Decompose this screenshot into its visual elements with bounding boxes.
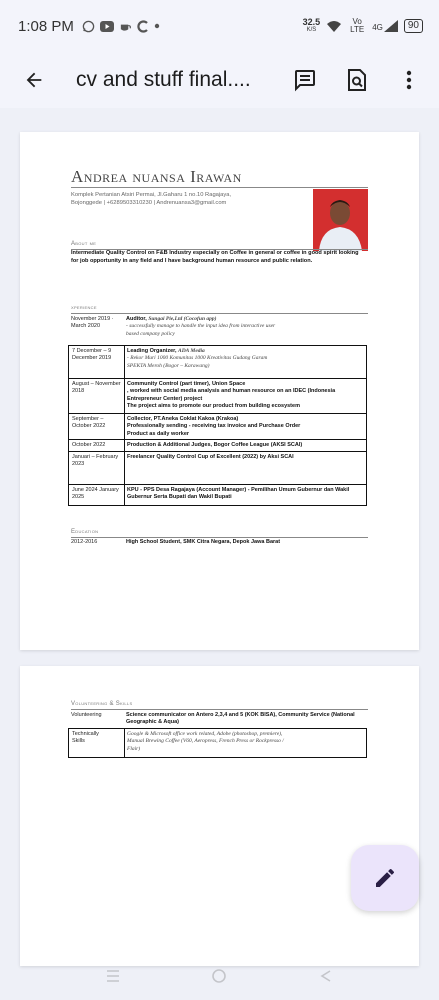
profile-photo (313, 189, 368, 251)
experience-date: 7 December – 9 December 2019 (72, 348, 112, 362)
document-page-1 (20, 132, 419, 650)
coffee-app-icon (119, 20, 132, 33)
contact-line-1: Komplek Pertanian Atsiri Permai, Jl.Gaharu 1 no.10 Ragajaya, (71, 192, 232, 198)
home-icon (211, 968, 227, 984)
volunteering-section-title: Volunteering & Skills (71, 701, 133, 707)
experience-description (127, 454, 365, 461)
skills-line: Manual Brewing Coffee (V60, Aeropress, French Press or Rockpresso / (127, 738, 284, 745)
skills-text (127, 731, 365, 753)
volunteering-label: Volunteering (71, 712, 102, 718)
experience-line: The project aims to promote our product from building ecosystem (127, 403, 300, 410)
experience-description (127, 381, 365, 411)
experience-date: September – October 2022 (72, 416, 106, 430)
experience-date: August – November 2018 (72, 381, 121, 395)
education-section-title: Education (71, 529, 99, 535)
arrow-back-icon (23, 69, 45, 91)
signal-type: 4G (372, 23, 383, 32)
experience-title: Collector, PT.Aneka Coklat Kakoa (Krakoa) (127, 416, 239, 422)
find-in-page-icon (346, 68, 368, 92)
dot-icon (154, 23, 160, 29)
notification-icons (82, 20, 160, 33)
app-bar (0, 52, 439, 108)
skills-label: Technically Skills (72, 731, 99, 745)
experience-title: Freelancer Quality Control Cup of Excellent (2022) by Aksi SCAI (127, 454, 294, 460)
table-divider (124, 379, 125, 413)
experience-org: Sungai Pie,Ltd (Cocofun app) (148, 316, 217, 322)
experience-title: Community Control (part timer), Union Space (127, 381, 246, 387)
whatsapp-icon (82, 20, 95, 33)
experience-line: - Rekor Muri 1000 Komunitas 1000 Kreativitas Gudang Garam (127, 355, 268, 362)
experience-title: Auditor, (126, 316, 147, 322)
signal-icon (384, 20, 398, 32)
comment-icon (293, 68, 317, 92)
education-row (68, 537, 367, 549)
experience-row-6 (68, 451, 367, 485)
experience-row-4 (68, 413, 367, 440)
table-divider (124, 440, 125, 451)
experience-title: KPU - PPS Desa Ragajaya (Account Manager) - Pemilihan Umum Gubernur dan Wakil Gubernur Serta Bupati dan Wakil Bupati (127, 487, 350, 501)
comment-button[interactable] (279, 52, 331, 108)
battery-indicator: 90 (404, 19, 423, 33)
experience-line: Product as daily worker (127, 430, 190, 437)
network-speed: 32.5 (302, 17, 321, 27)
about-section-title: About me (71, 241, 97, 247)
experience-date: October 2022 (72, 442, 106, 448)
about-text: Intermediate Quality Control on F&B Industry especially on Coffee in general or coffee in good spirit looking for job opportunity in any field and I have background human resource and public relation. (71, 250, 359, 264)
find-in-page-button[interactable] (331, 52, 383, 108)
experience-date: Januari – February 2023 (72, 454, 119, 468)
status-bar (0, 0, 439, 52)
recent-apps-button[interactable] (101, 967, 125, 985)
experience-description (126, 316, 364, 338)
experience-line: , worked with social media analysis and human resource on an IDEC (Indonesia Entrepreneur Center) project (127, 388, 336, 402)
skills-row (68, 728, 367, 758)
back-nav-icon (318, 969, 334, 983)
edit-pencil-icon (373, 866, 397, 890)
experience-line: - successfully manage to handle the input idea from interactive user (126, 323, 276, 330)
contact-line-2: Bojonggede | +6289503310230 | Andrenuansa3@gmail.com (71, 200, 227, 206)
youtube-icon (100, 21, 114, 32)
document-title: cv and stuff final.... (76, 68, 251, 91)
experience-row-1 (68, 314, 367, 344)
profile-photo-image (313, 189, 368, 251)
experience-date: November 2019 · March 2020 (71, 316, 114, 330)
cv-contact (71, 191, 231, 207)
experience-line: SPEKTA Meroh (Bogor – Karawang) (127, 362, 210, 369)
document-page-2 (20, 666, 419, 966)
back-button[interactable] (6, 52, 62, 108)
education-date: 2012-2016 (71, 539, 98, 545)
experience-row-2 (68, 345, 367, 379)
experience-org: ADA Media (178, 348, 205, 354)
status-right (303, 18, 423, 34)
home-button[interactable] (207, 967, 231, 985)
experience-line: Professionally sending - receiving tax invoice and Purchase Order (127, 423, 301, 430)
volunteering-text: Science communicator on Antero 2,3,4 and 5 (KOK BISA), Community Service (National Geographic & Aqua) (126, 712, 355, 726)
volte-indicator: Vo LTE (350, 17, 365, 34)
experience-row-3 (68, 378, 367, 414)
table-divider (124, 452, 125, 484)
table-divider (124, 729, 125, 757)
volunteering-row (68, 710, 367, 728)
experience-line: based company policy (126, 330, 175, 337)
table-divider (124, 414, 125, 439)
experience-date: June 2024 January 2025 (72, 487, 119, 501)
cv-name: Andrea nuansa Irawan (71, 167, 242, 186)
recent-apps-icon (105, 969, 121, 983)
more-vert-icon (406, 70, 412, 90)
education-text: High School Student, SMK Citra Negara, Depok Jawa Barat (126, 539, 281, 545)
experience-description (127, 487, 365, 502)
edit-fab-button[interactable] (351, 845, 419, 911)
experience-title: Leading Organizer, (127, 348, 177, 354)
back-nav-button[interactable] (314, 967, 338, 985)
table-divider (124, 346, 125, 378)
status-time: 1:08 PM (18, 17, 74, 35)
wifi-icon (326, 20, 342, 33)
experience-description (127, 442, 365, 449)
c-app-icon (137, 20, 149, 33)
name-rule (71, 187, 368, 188)
experience-row-7 (68, 484, 367, 506)
experience-description (127, 416, 365, 438)
table-divider (124, 485, 125, 505)
network-speed-unit: K/S (306, 27, 317, 33)
skills-line: Flair) (127, 745, 141, 752)
experience-title: Production & Additional Judges, Bogor Coffee League (AKSI SCAI) (127, 442, 303, 448)
experience-section-title: xperience (71, 305, 97, 311)
system-nav-bar (0, 952, 439, 1000)
skills-line: Google & Microsoft office work related, Adobe (photoshop, premiere), (127, 731, 283, 737)
more-options-button[interactable] (383, 52, 435, 108)
experience-description (127, 348, 365, 370)
